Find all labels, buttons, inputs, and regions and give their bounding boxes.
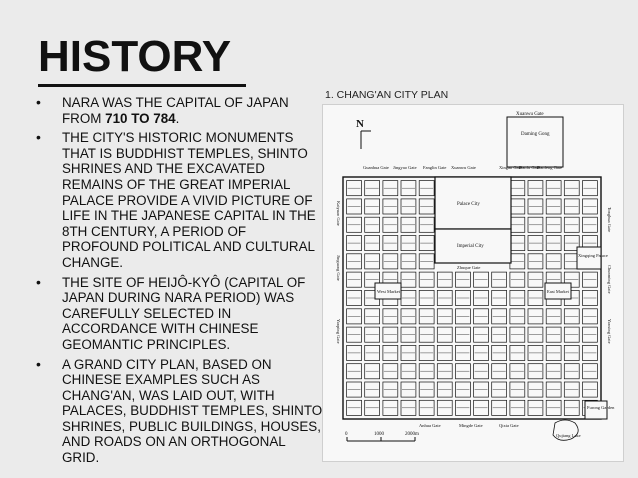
city-plan-map bbox=[323, 105, 623, 461]
guanghua-gate-label: Guanhua Gate bbox=[363, 165, 389, 170]
fanglin-gate-label: Fanglin Gate bbox=[423, 165, 447, 170]
east-market-label: East Market bbox=[547, 289, 569, 294]
bullet-list bbox=[36, 95, 326, 470]
bullet-item bbox=[36, 275, 326, 353]
bullet-bold-years: 710 TO 784 bbox=[105, 110, 176, 126]
daming-gong-block bbox=[507, 117, 563, 167]
scale-bar bbox=[347, 437, 415, 441]
jinguang-gate-label: Jinguang Gate bbox=[336, 255, 341, 281]
xingan-gate-label: Xingan Gate bbox=[499, 165, 522, 170]
bullet-text-end: . bbox=[175, 110, 180, 126]
bullet-text: NARA WAS THE CAPITAL OF JAPAN FROM bbox=[62, 95, 289, 126]
title-underline bbox=[38, 84, 246, 87]
yanxing-gate-label: Yanxing Gate bbox=[607, 319, 612, 344]
figure-caption: 1. CHANG'AN CITY PLAN bbox=[325, 89, 449, 101]
bullet-item bbox=[36, 357, 326, 466]
danfeng-gate-label: Danfeng Gate bbox=[537, 165, 563, 170]
xuanwu-gate-label: Xuanwu Gate bbox=[516, 112, 544, 117]
furong-garden-block bbox=[585, 401, 607, 419]
bullet-text: THE SITE OF HEIJÔ-KYÔ (CAPITAL OF JAPAN DURING NARA PERIOD) WAS CAREFULLY SELECTED IN ACCORDANCE WITH CHINESE GEOMANTIC PRINCIPLES. bbox=[62, 274, 306, 352]
bullet-text: THE CITY'S HISTORIC MONUMENTS THAT IS BUDDHIST TEMPLES, SHINTO SHRINES AND THE EXCAVATED REMAINS OF THE GREAT IMPERIAL PALACE PROVIDE A VIVID PICTURE OF LIFE IN THE JAPANESE CAPITAL IN THE 8TH CENTURY, A PERIOD OF PROFOUND POLITICAL AND CULTURAL CHANGE. bbox=[62, 130, 316, 270]
kaiyuan-gate-label: Kaiyuan Gate bbox=[336, 201, 341, 226]
bullet-text: A GRAND CITY PLAN, BASED ON CHINESE EXAMPLES SUCH AS CHANG'AN, WAS LAID OUT, WITH PALACES, BUDDHIST TEMPLES, SHINTO SHRINES, PUBLIC BUILDINGS, HOUSES, AND ROADS ON AN ORTHOGONAL GRID. bbox=[62, 356, 323, 466]
north-label: N bbox=[356, 118, 364, 130]
qujiang-lake-label: Qujiang Lake bbox=[556, 433, 581, 438]
yanping-gate-label: Yanping Gate bbox=[336, 319, 341, 344]
furong-garden-label: Furong Garden bbox=[587, 405, 615, 410]
qixia-gate-label: Qixia Gate bbox=[499, 423, 519, 428]
jingyao-gate-label: Jingyao Gate bbox=[393, 165, 417, 170]
scale-label-2000: 2000m bbox=[405, 432, 419, 437]
north-arrow-icon bbox=[361, 131, 371, 149]
mingde-gate-label: Mingde Gate bbox=[459, 423, 483, 428]
tonghua-gate-label: Tonghua Gate bbox=[607, 207, 612, 233]
scale-label-1000: 1000 bbox=[374, 432, 384, 437]
city-plan-figure bbox=[322, 104, 624, 462]
slide-title: HISTORY bbox=[38, 32, 232, 81]
bullet-item bbox=[36, 130, 326, 270]
bullet-item bbox=[36, 95, 326, 126]
palace-city-label: Palace City bbox=[457, 202, 480, 207]
west-market-label: West Market bbox=[377, 289, 401, 294]
xuanwu-gate-2-label: Xuanwu Gate bbox=[451, 165, 476, 170]
anhua-gate-label: Anhua Gate bbox=[419, 423, 441, 428]
zhuque-gate-label: Zhuque Gate bbox=[457, 265, 481, 270]
scale-label-0: 0 bbox=[345, 432, 348, 437]
xingqing-palace-label: Xingqing Palace bbox=[578, 253, 608, 258]
imperial-city-label: Imperial City bbox=[457, 244, 484, 249]
daming-gong-label: Daming Gong bbox=[521, 132, 550, 137]
danfu-gate-label: Danfu Gate bbox=[519, 165, 540, 170]
chunming-gate-label: Chunming Gate bbox=[607, 265, 612, 294]
xingqing-palace-block bbox=[577, 247, 601, 269]
